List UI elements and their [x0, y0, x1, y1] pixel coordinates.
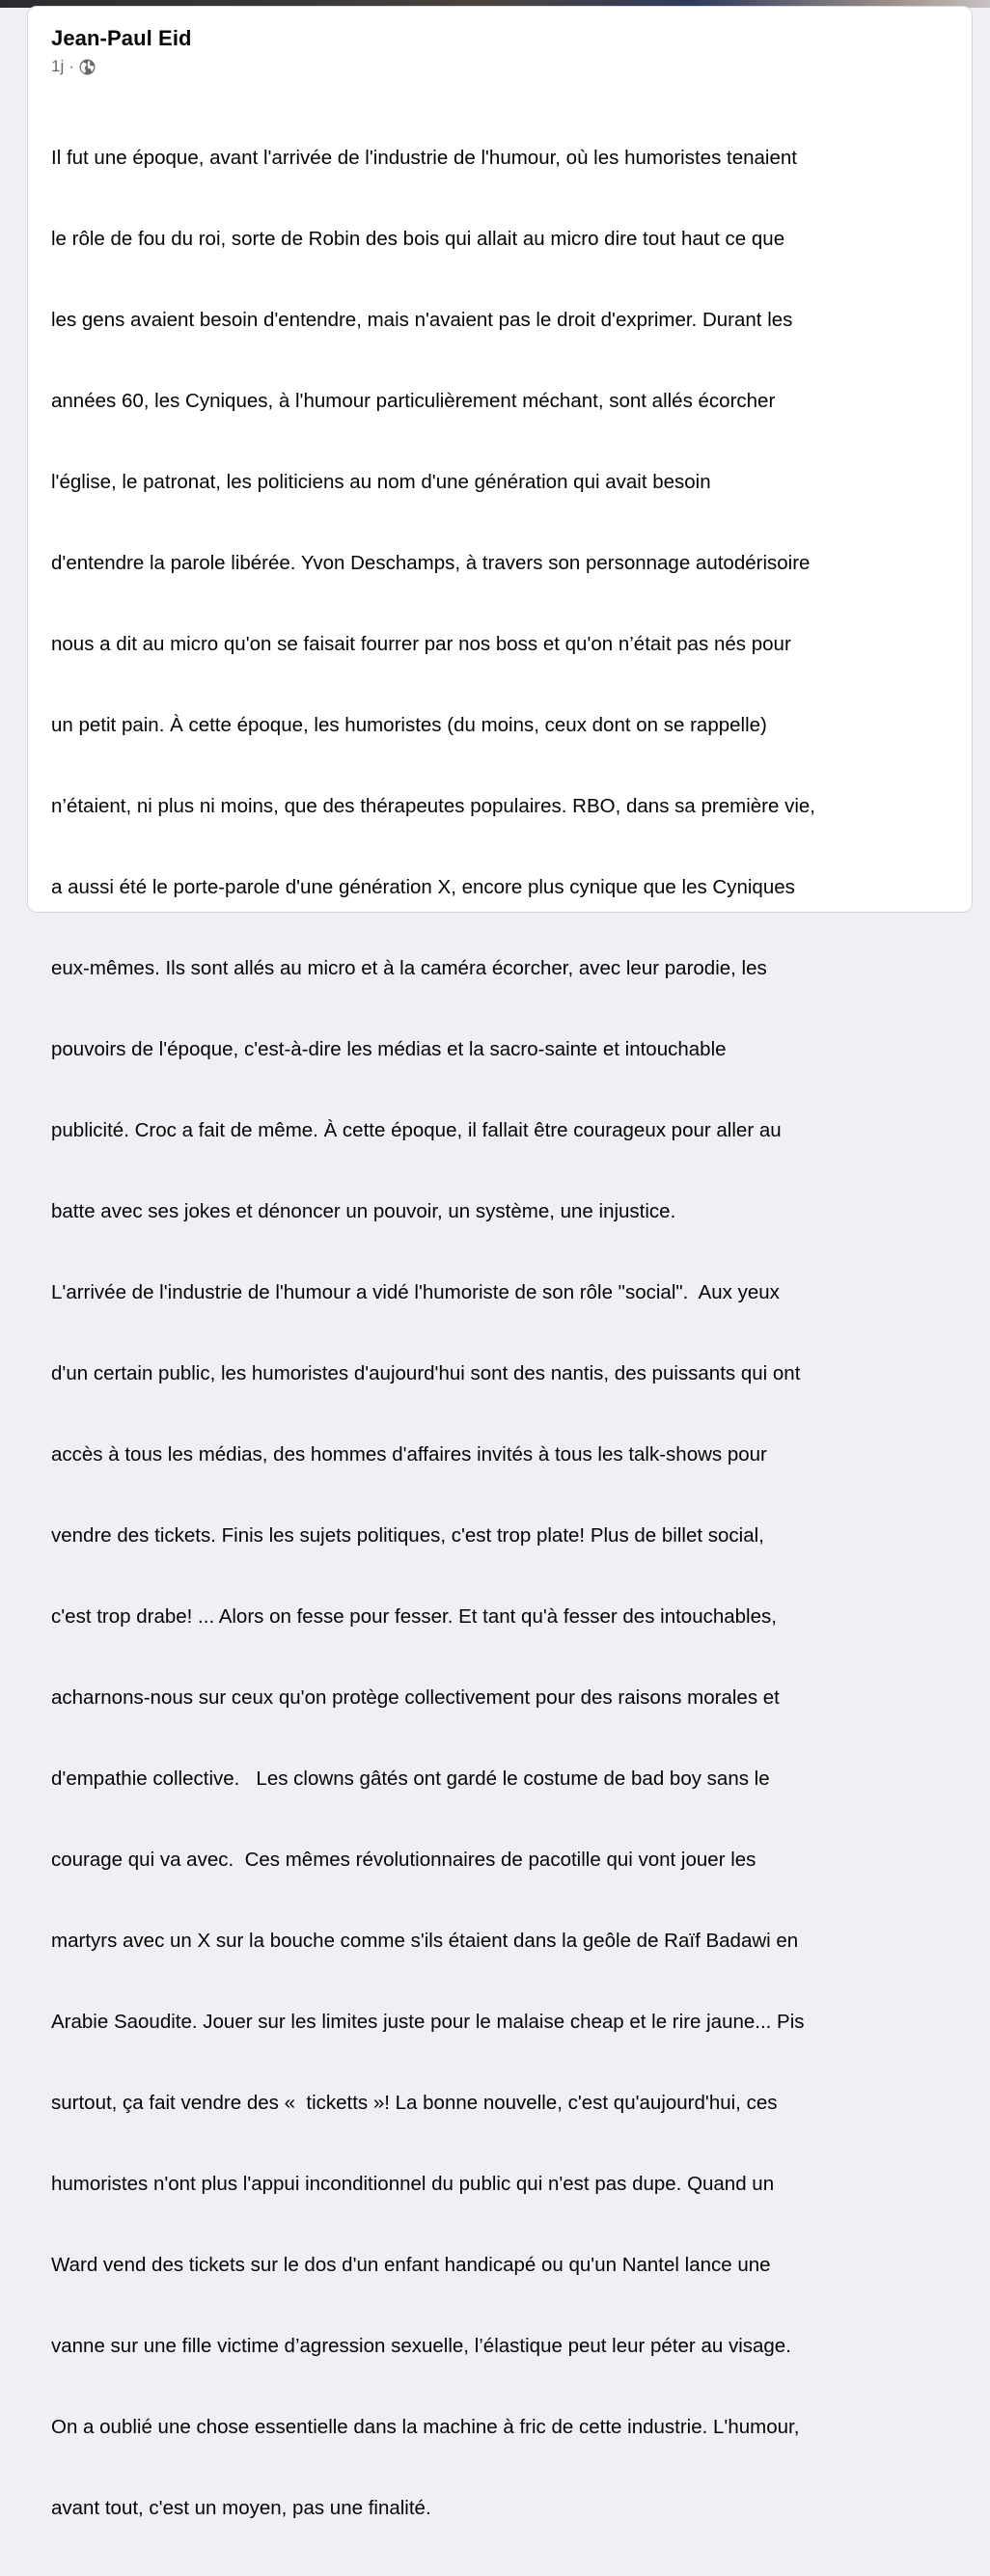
post-line: Ward vend des tickets sur le dos d'un enfant handicapé ou qu'un Nantel lance une — [51, 2254, 771, 2276]
post-line: batte avec ses jokes et dénoncer un pouvoir, un système, une injustice. — [51, 1200, 676, 1222]
post-line: Il fut une époque, avant l'arrivée de l'industrie de l'humour, où les humoristes tenaient — [51, 147, 797, 169]
post-line: eux-mêmes. Ils sont allés au micro et à la caméra écorcher, avec leur parodie, les — [51, 957, 767, 979]
post-line: courage qui va avec. Ces mêmes révolutionnaires de pacotille qui vont jouer les — [51, 1849, 756, 1871]
post-line: n’étaient, ni plus ni moins, que des thérapeutes populaires. RBO, dans sa première vie, — [51, 795, 815, 817]
meta-separator: · — [69, 57, 74, 75]
post-line: pouvoirs de l'époque, c'est-à-dire les médias et la sacro-sainte et intouchable — [51, 1038, 727, 1060]
post-line: publicité. Croc a fait de même. À cette époque, il fallait être courageux pour aller au — [51, 1119, 782, 1141]
post-line: accès à tous les médias, des hommes d'affaires invités à tous les talk-shows pour — [51, 1443, 767, 1466]
post-line: c'est trop drabe! ... Alors on fesse pour fesser. Et tant qu'à fesser des intouchables, — [51, 1605, 777, 1628]
globe-icon[interactable] — [79, 59, 96, 75]
post-line: L'arrivée de l'industrie de l'humour a vidé l'humoriste de son rôle "social". Aux yeux — [51, 1281, 780, 1303]
post-line: On a oublié une chose essentielle dans la machine à fric de cette industrie. L'humour, — [51, 2416, 800, 2438]
post-line: avant tout, c'est un moyen, pas une finalité. — [51, 2497, 431, 2519]
post-line: un petit pain. À cette époque, les humoristes (du moins, ceux dont on se rappelle) — [51, 714, 767, 736]
post-line: le rôle de fou du roi, sorte de Robin des bois qui allait au micro dire tout haut ce que — [51, 228, 785, 250]
post-line: martyrs avec un X sur la bouche comme s'ils étaient dans la geôle de Raïf Badawi en — [51, 1930, 799, 1952]
post-line: a aussi été le porte-parole d'une génération X, encore plus cynique que les Cyniques — [51, 876, 795, 898]
post-body — [51, 91, 958, 2576]
post-card — [27, 6, 973, 2519]
post-line: l'église, le patronat, les politiciens au nom d'une génération qui avait besoin — [51, 471, 711, 493]
post-line: humoristes n'ont plus l'appui inconditionnel du public qui n'est pas dupe. Quand un — [51, 2173, 775, 2195]
post-line: d'empathie collective. Les clowns gâtés ont gardé le costume de bad boy sans le — [51, 1768, 770, 1790]
post-line: d'un certain public, les humoristes d'aujourd'hui sont des nantis, des puissants qui ont — [51, 1362, 801, 1384]
post-line: les gens avaient besoin d'entendre, mais n'avaient pas le droit d'exprimer. Durant les — [51, 309, 793, 331]
post-line: années 60, les Cyniques, à l'humour particulièrement méchant, sont allés écorcher — [51, 390, 776, 412]
post-line: acharnons-nous sur ceux qu'on protège collectivement pour des raisons morales et — [51, 1686, 780, 1709]
post-author-name[interactable]: Jean-Paul Eid — [51, 26, 192, 50]
post-line: vanne sur une fille victime d’agression sexuelle, l’élastique peut leur péter au visage. — [51, 2335, 791, 2357]
post-timestamp[interactable]: 1j — [51, 57, 65, 75]
post-line: surtout, ça fait vendre des « ticketts »! La bonne nouvelle, c'est qu'aujourd'hui, ces — [51, 2092, 778, 2114]
post-line: vendre des tickets. Finis les sujets politiques, c'est trop plate! Plus de billet social, — [51, 1524, 764, 1547]
post-line: d'entendre la parole libérée. Yvon Deschamps, à travers son personnage autodérisoire — [51, 552, 811, 574]
post-line: nous a dit au micro qu'on se faisait fourrer par nos boss et qu'on n’était pas nés pour — [51, 633, 791, 655]
post-meta — [51, 57, 96, 76]
post-line: Arabie Saoudite. Jouer sur les limites juste pour le malaise cheap et le rire jaune... Pis — [51, 2011, 805, 2033]
